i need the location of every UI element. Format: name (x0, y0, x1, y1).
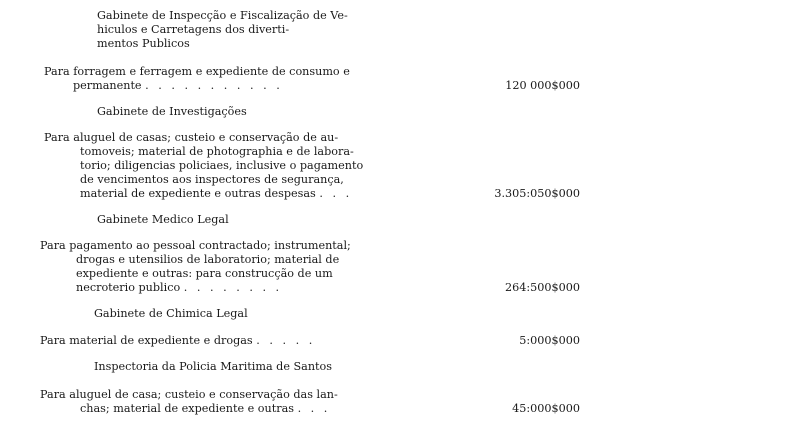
item-text: Para pagamento ao pessoal contractado; instrumental; (40, 239, 351, 252)
item-text-end: chas; material de expediente e outras (80, 402, 294, 415)
item-text: Para aluguel de casas; custeio e conservação de au- (44, 131, 339, 144)
item-text-end: Para material de expediente e drogas (40, 334, 253, 347)
leader-dots: . . . . . . . . . . . (145, 79, 283, 92)
item-text: de vencimentos aos inspectores de segurança, (80, 173, 344, 186)
section-heading: Gabinete Medico Legal (97, 213, 229, 226)
amount-value: 5:000$000 (519, 334, 580, 347)
item-text (76, 281, 282, 295)
item-text: tomoveis; material de photographia e de labora- (80, 145, 354, 158)
section-heading: mentos Publicos (97, 37, 190, 50)
item-text: torio; diligencias policiaes, inclusive o pagamento (80, 159, 364, 172)
section-heading: Gabinete de Investigações (97, 105, 247, 118)
amount-value: 45:000$000 (512, 402, 580, 415)
leader-dots: . . . . . (256, 334, 316, 347)
item-text-end: necroterio publico (76, 281, 181, 294)
item-text (73, 79, 283, 93)
item-text (80, 402, 330, 416)
item-text: Para aluguel de casa; custeio e conservação das lan- (40, 388, 338, 401)
item-text: Para forragem e ferragem e expediente de consumo e (44, 65, 350, 78)
leader-dots: . . . (297, 402, 331, 415)
item-text: expediente e outras: para construcção de um (76, 267, 333, 280)
leader-dots: . . . . . . . . (183, 281, 283, 294)
item-text (40, 334, 315, 348)
section-heading: hiculos e Carretagens dos diverti- (97, 23, 290, 36)
item-text: drogas e utensilios de laboratorio; material de (76, 253, 340, 266)
item-text-end: material de expediente e outras despesas (80, 187, 316, 200)
section-heading: Inspectoria da Policia Maritima de Santos (94, 360, 333, 373)
item-text-end: permanente (73, 79, 142, 92)
section-heading: Gabinete de Chimica Legal (94, 307, 248, 320)
item-text (80, 187, 352, 201)
amount-value: 264:500$000 (505, 281, 580, 294)
leader-dots: . . . (319, 187, 353, 200)
amount-value: 120 000$000 (505, 79, 580, 92)
amount-value: 3.305:050$000 (494, 187, 580, 200)
section-heading: Gabinete de Inspecção e Fiscalização de Ve- (97, 9, 348, 22)
